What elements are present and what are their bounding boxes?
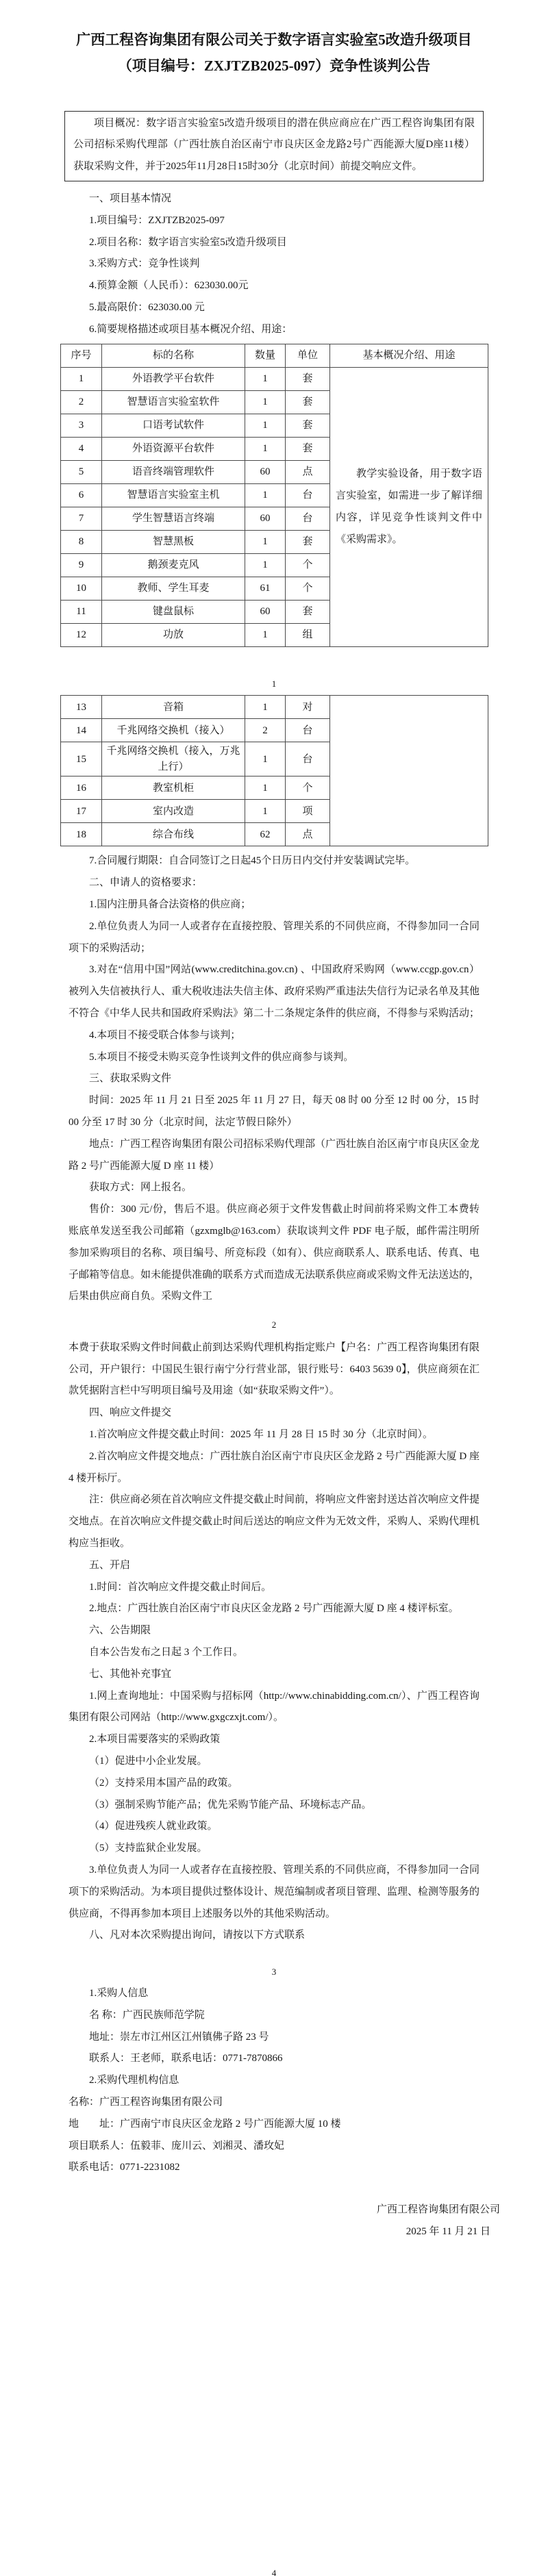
- cell-unit: 点: [286, 460, 330, 483]
- cell-seq: 8: [61, 530, 102, 553]
- col-header-name: 标的名称: [102, 344, 245, 367]
- table-row: [61, 367, 488, 390]
- cell-unit: 台: [286, 719, 330, 742]
- para-obtain-place: 地点：广西工程咨询集团有限公司招标采购代理部（广西壮族自治区南宁市良庆区金龙路 2 号广西能源大厦 D 座 11 楼）: [68, 1138, 480, 1172]
- cell-qty: 1: [245, 437, 286, 460]
- cell-qty: 1: [245, 696, 286, 719]
- col-header-desc: 基本概况介绍、用途: [330, 344, 488, 367]
- section-4-heading: 四、响应文件提交: [89, 1407, 172, 1419]
- para-qualification-1: 1.国内注册具备合法资格的供应商；: [89, 898, 251, 910]
- cell-unit: 套: [286, 530, 330, 553]
- para-project-name: 2.项目名称：数字语言实验室5改造升级项目: [89, 236, 287, 248]
- buyer-contact: 联系人：王老师，联系电话：0771-7870866: [89, 2053, 283, 2064]
- cell-name: 鹅颈麦克风: [102, 553, 245, 577]
- cell-qty: 1: [245, 367, 286, 390]
- cell-seq: 5: [61, 460, 102, 483]
- para-qualification-3: 3.对在“信用中国”网站(www.creditchina.gov.cn) 、中国政府采购网（www.ccgp.gov.cn）被列入失信被执行人、重大税收违法失信主体、政府采购严重违法失信行为记录名单及其他不符合《中华人民共和国政府采购法》第二十二条规定条件的供应商，不得参与采购活动；: [68, 964, 480, 1019]
- col-header-unit: 单位: [286, 344, 330, 367]
- para-spec-intro: 6.简要规格描述或项目基本概况介绍、用途：: [89, 323, 292, 335]
- cell-qty: 1: [245, 623, 286, 646]
- cell-name: 教室机柜: [102, 776, 245, 800]
- page-number-2: 2: [271, 1319, 277, 1330]
- cell-name: 智慧语言实验室主机: [102, 483, 245, 507]
- section-8-heading: 八、凡对本次采购提出询问，请按以下方式联系: [89, 1930, 306, 1941]
- cell-seq: 7: [61, 507, 102, 530]
- cell-name: 功放: [102, 623, 245, 646]
- section-1: [0, 188, 548, 341]
- para-other-restriction: 3.单位负责人为同一人或者存在直接控股、管理关系的不同供应商，不得参加同一合同项下的采购活动。为本项目提供过整体设计、规范编制或者项目管理、监理、检测等服务的供应商，不得再参加本项目上述服务以外的其他采购活动。: [68, 1865, 480, 1919]
- table-header-row: [61, 344, 488, 367]
- para-document-price-part2: 本费于获取采购文件时间截止前到达采购代理机构指定账户【户名：广西工程咨询集团有限公司，开户银行：中国民生银行南宁分行营业部，银行账号：6403 5639 0】，供应商须在汇款凭据附言栏中写明项目编号及用途（如“获取采购文件”）。: [68, 1341, 480, 1397]
- cell-unit: 组: [286, 623, 330, 646]
- doc-title: [0, 0, 548, 79]
- cell-seq: 2: [61, 390, 102, 414]
- buyer-info-heading: 1.采购人信息: [89, 1988, 149, 1999]
- para-qualification-2: 2.单位负责人为同一人或者存在直接控股、管理关系的不同供应商，不得参加同一合同项下的采购活动；: [68, 920, 480, 954]
- section-6-heading: 六、公告期限: [89, 1625, 151, 1637]
- col-header-qty: 数量: [245, 344, 286, 367]
- cell-qty: 1: [245, 414, 286, 437]
- cell-unit: 套: [286, 367, 330, 390]
- project-overview-box: [64, 111, 484, 181]
- para-policy-5: （5）支持监狱企业发展。: [89, 1843, 208, 1854]
- cell-unit: 个: [286, 577, 330, 600]
- table-note-cell: [330, 367, 488, 646]
- cell-unit: 项: [286, 800, 330, 823]
- agent-name: 名称：广西工程咨询集团有限公司: [68, 2096, 223, 2108]
- section-7-heading: 七、其他补充事宜: [89, 1668, 172, 1680]
- cell-unit: 套: [286, 390, 330, 414]
- project-overview-text: 项目概况：数字语言实验室5改造升级项目的潜在供应商应在广西工程咨询集团有限公司招标采购代理部（广西壮族自治区南宁市良庆区金龙路2号广西能源大厦D座11楼）获取采购文件，并于2025年11月28日15时30分（北京时间）前提交响应文件。: [73, 117, 475, 173]
- cell-qty: 1: [245, 553, 286, 577]
- table-row: [61, 696, 488, 719]
- para-obtain-time: 时间：2025 年 11 月 21 日至 2025 年 11 月 27 日，每天 08 时 00 分至 12 时 00 分，15 时 00 分至 17 时 30 分（北京时间，法定节假日除外）: [68, 1095, 480, 1128]
- para-open-place: 2.地点：广西壮族自治区南宁市良庆区金龙路 2 号广西能源大厦 D 座 4 楼评标室。: [89, 1603, 459, 1615]
- agent-info-heading: 2.采购代理机构信息: [89, 2075, 179, 2086]
- cell-name: 键盘鼠标: [102, 600, 245, 623]
- cell-seq: 11: [61, 600, 102, 623]
- cell-name: 千兆网络交换机（接入，万兆上行）: [102, 742, 245, 776]
- section-1-heading: 一、项目基本情况: [89, 192, 172, 204]
- para-announcement-period: 自本公告发布之日起 3 个工作日。: [89, 1647, 244, 1658]
- buyer-address: 地址：崇左市江州区江州镇佛子路 23 号: [89, 2031, 269, 2043]
- contact-sections: [0, 1983, 548, 2179]
- agent-address: 地 址：广西南宁市良庆区金龙路 2 号广西能源大厦 10 楼: [68, 2118, 341, 2130]
- page-number-4: 4: [271, 2567, 277, 2576]
- cell-name: 外语教学平台软件: [102, 367, 245, 390]
- para-policy-1: （1）促进中小企业发展。: [89, 1756, 208, 1767]
- cell-unit: 套: [286, 414, 330, 437]
- table-note-text: 教学实验设备，用于数字语言实验室，如需进一步了解详细内容，详见竞争性谈判文件中《采购需求》。: [336, 468, 482, 546]
- cell-qty: 1: [245, 800, 286, 823]
- body-sections: [0, 850, 548, 1308]
- page-number-1: 1: [271, 678, 277, 689]
- cell-qty: 60: [245, 507, 286, 530]
- para-qualification-5: 5.本项目不接受未购买竞争性谈判文件的供应商参与谈判。: [89, 1051, 354, 1063]
- cell-name: 智慧黑板: [102, 530, 245, 553]
- cell-seq: 13: [61, 696, 102, 719]
- cell-seq: 1: [61, 367, 102, 390]
- signature-company: 广西工程咨询集团有限公司: [376, 2204, 500, 2216]
- para-open-time: 1.时间：首次响应文件提交截止时间后。: [89, 1581, 272, 1593]
- cell-unit: 台: [286, 483, 330, 507]
- cell-seq: 14: [61, 719, 102, 742]
- cell-seq: 16: [61, 776, 102, 800]
- cell-name: 室内改造: [102, 800, 245, 823]
- agent-contacts: 项目联系人：伍毅菲、庞川云、刘湘灵、潘玫妃: [68, 2140, 285, 2151]
- cell-unit: 对: [286, 696, 330, 719]
- section-2-heading: 二、申请人的资格要求：: [89, 877, 203, 889]
- cell-name: 教师、学生耳麦: [102, 577, 245, 600]
- para-policy-3: （3）强制采购节能产品；优先采购节能产品、环境标志产品。: [89, 1799, 372, 1810]
- cell-seq: 9: [61, 553, 102, 577]
- cell-seq: 18: [61, 823, 102, 846]
- cell-unit: 个: [286, 776, 330, 800]
- para-obtain-method: 获取方式：网上报名。: [89, 1182, 192, 1194]
- agent-tel: 联系电话：0771-2231082: [68, 2162, 180, 2173]
- cell-qty: 1: [245, 530, 286, 553]
- para-qualification-4: 4.本项目不接受联合体参与谈判；: [89, 1029, 241, 1041]
- cell-name: 口语考试软件: [102, 414, 245, 437]
- cell-qty: 60: [245, 460, 286, 483]
- signature-date: 2025 年 11 月 21 日: [406, 2225, 490, 2237]
- para-procurement-method: 3.采购方式：竞争性谈判: [89, 258, 200, 270]
- cell-unit: 套: [286, 437, 330, 460]
- cell-unit: 个: [286, 553, 330, 577]
- cell-seq: 17: [61, 800, 102, 823]
- cell-qty: 61: [245, 577, 286, 600]
- para-submit-deadline: 1.首次响应文件提交截止时间：2025 年 11 月 28 日 15 时 30 分（北京时间）。: [89, 1429, 433, 1441]
- buyer-name: 名 称：广西民族师范学院: [89, 2009, 205, 2021]
- section-3-heading: 三、获取采购文件: [89, 1073, 172, 1085]
- table-note-cell-continued: [330, 696, 488, 846]
- cell-unit: 套: [286, 600, 330, 623]
- cell-qty: 1: [245, 483, 286, 507]
- para-project-number: 1.项目编号：ZXJTZB2025-097: [89, 214, 225, 226]
- cell-name: 语音终端管理软件: [102, 460, 245, 483]
- cell-name: 外语资源平台软件: [102, 437, 245, 460]
- cell-seq: 15: [61, 742, 102, 776]
- para-policy-2: （2）支持采用本国产品的政策。: [89, 1777, 238, 1789]
- cell-qty: 62: [245, 823, 286, 846]
- body-sections-page-3: [0, 1337, 548, 1947]
- col-header-seq: 序号: [61, 344, 102, 367]
- items-table-page-1: [60, 344, 488, 647]
- para-submit-place: 2.首次响应文件提交地点：广西壮族自治区南宁市良庆区金龙路 2 号广西能源大厦 D 座 4 楼开标厅。: [68, 1450, 480, 1484]
- para-submit-note: 注：供应商必须在首次响应文件提交截止时间前，将响应文件密封送达首次响应文件提交地点。在首次响应文件提交截止时间后送达的响应文件为无效文件，采购人、采购代理机构应当拒收。: [68, 1494, 480, 1550]
- cell-seq: 12: [61, 623, 102, 646]
- cell-qty: 2: [245, 719, 286, 742]
- cell-name: 音箱: [102, 696, 245, 719]
- page-number-3: 3: [271, 1967, 277, 1978]
- cell-unit: 台: [286, 507, 330, 530]
- cell-name: 智慧语言实验室软件: [102, 390, 245, 414]
- cell-unit: 点: [286, 823, 330, 846]
- cell-seq: 6: [61, 483, 102, 507]
- cell-unit: 台: [286, 742, 330, 776]
- cell-qty: 1: [245, 742, 286, 776]
- para-max-price: 5.最高限价：623030.00 元: [89, 301, 205, 313]
- doc-title-line-2: （项目编号：ZXJTZB2025-097）竞争性谈判公告: [117, 57, 431, 74]
- cell-name: 千兆网络交换机（接入）: [102, 719, 245, 742]
- para-query-urls: 1.网上查询地址：中国采购与招标网（http://www.chinabidding.com.cn/）、广西工程咨询集团有限公司网站（http://www.gxgczxjt.com/）。: [68, 1690, 480, 1723]
- para-policy-4: （4）促进残疾人就业政策。: [89, 1821, 218, 1832]
- para-policy-heading: 2.本项目需要落实的采购政策: [89, 1734, 221, 1745]
- items-table-page-2: [60, 695, 488, 846]
- para-document-price-part1: 售价：300 元/份，售后不退。供应商必须于文件发售截止时间前将采购文件工本费转账底单发送至我公司邮箱（gzxmglb@163.com）获取谈判文件 PDF 电子版，邮件需注明所参加采购项目的名称、项目编号、所竞标段（如有）、供应商联系人、联系电话、传真、电子邮箱等信息。如未能提供准确的联系方式而造成无法联系供应商或采购文件无法送达的，后果由供应商自负。采购文件工: [68, 1204, 480, 1302]
- para-budget-amount: 4.预算金额（人民币）：623030.00元: [89, 280, 249, 292]
- cell-name: 学生智慧语言终端: [102, 507, 245, 530]
- cell-seq: 3: [61, 414, 102, 437]
- cell-qty: 1: [245, 776, 286, 800]
- cell-qty: 60: [245, 600, 286, 623]
- section-5-heading: 五、开启: [89, 1559, 131, 1571]
- page-4-blank-area: [0, 2243, 548, 2566]
- cell-seq: 10: [61, 577, 102, 600]
- para-contract-period: 7.合同履行期限：自合同签订之日起45个日历日内交付并安装调试完毕。: [89, 855, 416, 867]
- cell-name: 综合布线: [102, 823, 245, 846]
- cell-seq: 4: [61, 437, 102, 460]
- doc-title-line-1: 广西工程咨询集团有限公司关于数字语言实验室5改造升级项目: [76, 31, 472, 48]
- cell-qty: 1: [245, 390, 286, 414]
